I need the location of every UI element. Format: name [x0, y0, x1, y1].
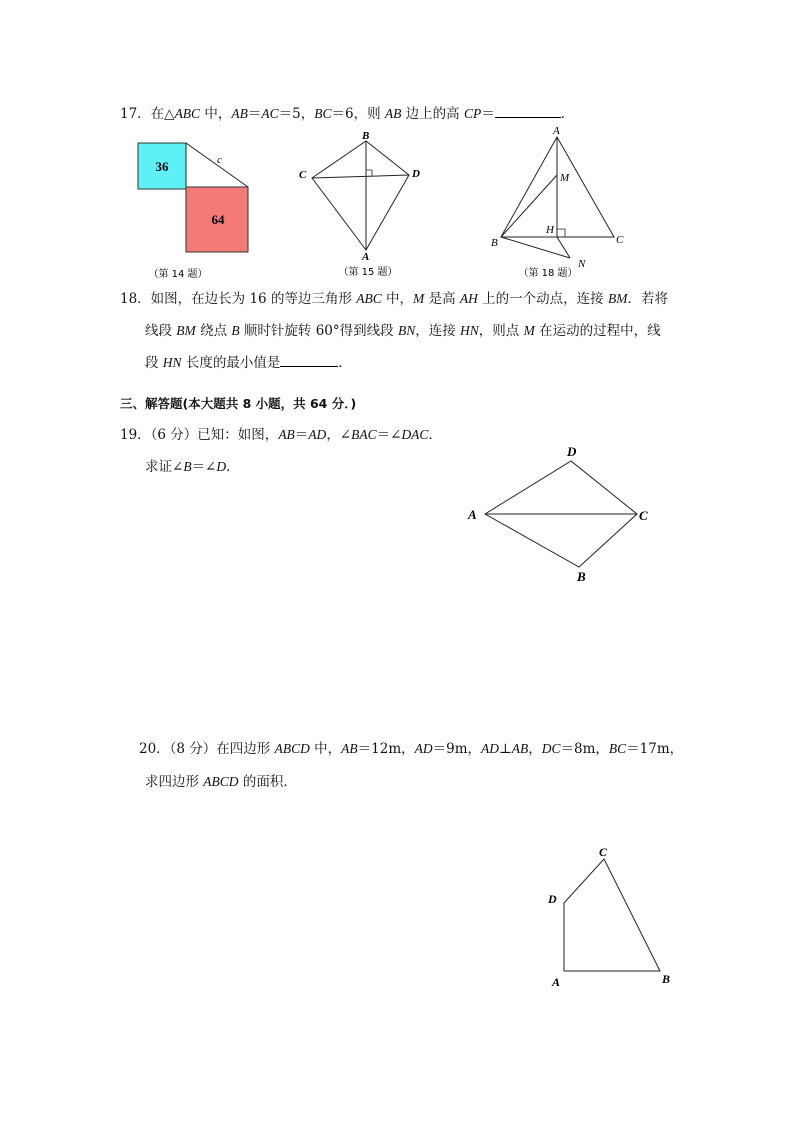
question-18-line-3: 段 HN 长度的最小值是 ．	[145, 355, 352, 371]
label-a: A	[468, 507, 477, 522]
label-h: H	[546, 224, 554, 236]
label-c: C	[299, 169, 307, 181]
question-19: 19．（6 分）已知：如图，AB＝AD，∠BAC＝∠DAC．	[120, 427, 442, 443]
question-20-ask: 求四边形 ABCD 的面积．	[145, 774, 297, 790]
label-c: C	[599, 845, 608, 859]
label-c: C	[639, 508, 648, 523]
question-17: 17．在△ABC 中，AB＝AC＝5，BC＝6，则 AB 边上的高 CP＝ ．	[120, 106, 575, 122]
question-20: 20．（8 分）在四边形 ABCD 中，AB＝12m，AD＝9m，AD⊥AB，DC＝8m，BC＝17m，	[139, 741, 684, 757]
question-18-line-2: 线段 BM 绕点 B 顺时针旋转 60°得到线段 BN，连接 HN，则点 M 在运动的过程中，线	[145, 323, 661, 339]
label-c: C	[616, 234, 624, 246]
section-heading: 三、解答题(本大题共 8 小题，共 64 分．)	[120, 396, 357, 411]
label-m: M	[560, 172, 570, 184]
label-d: D	[567, 444, 577, 459]
label-b: B	[662, 972, 671, 986]
caption-15: （第 15 题）	[338, 267, 398, 278]
label-a: A	[362, 251, 370, 263]
caption-14: （第 14 题）	[148, 269, 208, 280]
question-18-line-1: 18．如图，在边长为 16 的等边三角形 ABC 中，M 是高 AH 上的一个动点，连接 BM．若将	[120, 291, 668, 307]
label-n: N	[578, 258, 586, 270]
caption-18: （第 18 题）	[518, 268, 578, 279]
label-b: B	[491, 237, 498, 249]
label-b: B	[362, 130, 370, 142]
label-d: D	[548, 892, 557, 906]
label-a: A	[552, 975, 561, 989]
square-36-label: 36	[155, 159, 169, 174]
label-a: A	[553, 125, 560, 137]
question-19-prove: 求证∠B＝∠D．	[145, 459, 240, 475]
label-b: B	[577, 569, 586, 584]
label-d: D	[412, 168, 420, 180]
square-64-label: 64	[211, 212, 225, 227]
label-c: c	[217, 154, 222, 166]
quadrilateral-abcd	[564, 859, 660, 971]
